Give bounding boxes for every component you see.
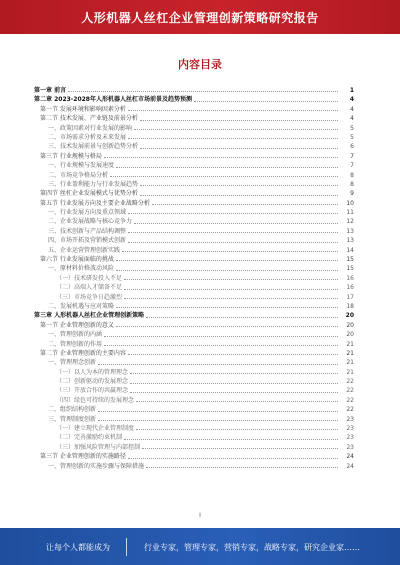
toc-leader-dots: [130, 392, 338, 393]
page-number: I: [199, 512, 201, 519]
toc-entry-label: 第一节 企业管理创新的意义: [40, 321, 114, 329]
toc-leader-dots: [124, 279, 338, 280]
toc-entry[interactable]: [34, 283, 354, 292]
toc-entry-label: 第四节 丝杠企业发展模式与优势分析: [40, 190, 138, 198]
toc-entry[interactable]: [34, 433, 354, 442]
toc-entry[interactable]: [34, 330, 354, 339]
toc-entry-label: 二、管理创新的作用: [48, 340, 103, 348]
toc-leader-dots: [136, 429, 338, 430]
toc-entry-label: 二、发展机遇与应对策略: [48, 302, 115, 310]
toc-entry-label: 二、市场竞争格局分析: [48, 171, 109, 179]
toc-leader-dots: [128, 232, 338, 233]
toc-entry[interactable]: [34, 349, 354, 358]
toc-entry[interactable]: [34, 114, 354, 123]
toc-entry-page: 13: [346, 237, 354, 245]
toc-leader-dots: [98, 411, 338, 412]
toc-leader-dots: [134, 223, 338, 224]
toc-leader-dots: [128, 354, 338, 355]
toc-entry-page: 20: [346, 321, 354, 329]
table-of-contents: [34, 86, 354, 516]
toc-leader-dots: [116, 260, 338, 261]
toc-entry[interactable]: [34, 452, 354, 461]
toc-entry-label: 第二章 2023-2028年人形机器人丝杠市场前景及趋势预测: [34, 96, 192, 104]
toc-entry-page: 20: [345, 312, 354, 320]
toc-leader-dots: [142, 448, 338, 449]
toc-leader-dots: [68, 91, 338, 92]
toc-entry[interactable]: [34, 95, 354, 104]
toc-leader-dots: [152, 204, 338, 205]
toc-entry[interactable]: [34, 302, 354, 311]
toc-leader-dots: [140, 195, 338, 196]
toc-entry-label: 一、行业发展方向及重点领域: [48, 209, 127, 217]
toc-entry[interactable]: [34, 340, 354, 349]
toc-entry[interactable]: [34, 217, 354, 226]
toc-entry-label: 五、企业运营管理创新实践: [48, 246, 121, 254]
toc-entry[interactable]: [34, 227, 354, 236]
toc-entry[interactable]: [34, 443, 354, 452]
toc-entry-label: 一、管理创新的内涵: [48, 331, 103, 339]
toc-entry[interactable]: [34, 255, 354, 264]
toc-entry-page: 8: [350, 180, 354, 188]
toc-entry-label: 三、技术创新与产品结构调整: [48, 227, 127, 235]
toc-leader-dots: [140, 148, 338, 149]
toc-entry-page: 15: [346, 256, 354, 264]
toc-leader-dots: [146, 317, 338, 318]
toc-leader-dots: [128, 213, 338, 214]
toc-entry[interactable]: [34, 133, 354, 142]
toc-entry-label: （三）加强风险管理与内部控制: [56, 443, 141, 451]
toc-entry-label: 二、市场需求分析及未来发展: [48, 133, 127, 141]
toc-entry[interactable]: [34, 171, 354, 180]
toc-entry-page: 17: [346, 293, 354, 301]
toc-entry-page: 7: [350, 162, 354, 170]
toc-entry-page: 14: [346, 246, 354, 254]
toc-leader-dots: [130, 373, 338, 374]
toc-entry-label: 第二节 技术发展、产业链及前景分析: [40, 115, 138, 123]
toc-entry-label: 三、管理制度创新: [48, 415, 97, 423]
toc-entry-label: 第六节 行业发展面临的挑战: [40, 256, 114, 264]
toc-leader-dots: [128, 458, 338, 459]
toc-entry-page: 23: [346, 425, 354, 433]
toc-entry-label: （一）以人为本的管理理念: [56, 368, 129, 376]
toc-entry[interactable]: [34, 189, 354, 198]
toc-entry[interactable]: [34, 124, 354, 133]
toc-entry-label: 一、政策因素对行业发展的影响: [48, 124, 133, 132]
toc-entry-label: （一）技术研发投入不足: [56, 274, 123, 282]
toc-entry-page: 18: [346, 302, 354, 310]
toc-leader-dots: [140, 185, 338, 186]
toc-leader-dots: [98, 420, 338, 421]
toc-entry-page: 23: [346, 443, 354, 451]
toc-leader-dots: [140, 120, 338, 121]
toc-leader-dots: [128, 242, 338, 243]
toc-leader-dots: [116, 326, 338, 327]
toc-entry-page: 22: [346, 406, 354, 414]
toc-entry[interactable]: [34, 208, 354, 217]
toc-entry-page: 8: [350, 171, 354, 179]
header-banner: [0, 0, 400, 34]
toc-entry-label: 三、技术发展前景与创新趋势分析: [48, 143, 139, 151]
toc-leader-dots: [130, 383, 338, 384]
toc-entry-label: 三、行业盈利能力与行业发展趋势: [48, 180, 139, 188]
toc-entry-label: 第五节 行业发展方向及主要企业战略分析: [40, 199, 150, 207]
toc-entry-page: 12: [346, 218, 354, 226]
toc-entry-page: 6: [350, 143, 354, 151]
toc-entry-page: 9: [350, 190, 354, 198]
toc-entry-page: 24: [346, 453, 354, 461]
toc-entry-page: 21: [346, 359, 354, 367]
toc-entry-page: 21: [346, 349, 354, 357]
toc-entry-label: （一）建立现代企业管理制度: [56, 425, 135, 433]
toc-entry[interactable]: [34, 264, 354, 273]
toc-leader-dots: [124, 298, 338, 299]
toc-entry-page: 10: [346, 199, 354, 207]
toc-title: 内容目录: [178, 58, 222, 71]
toc-entry-page: 11: [346, 209, 354, 217]
toc-entry[interactable]: [34, 321, 354, 330]
toc-entry-label: 四、市场开拓及营销模式创新: [48, 237, 127, 245]
toc-entry[interactable]: [34, 246, 354, 255]
toc-leader-dots: [122, 251, 338, 252]
toc-entry[interactable]: [34, 199, 354, 208]
toc-entry-page: 1: [349, 86, 354, 94]
toc-entry[interactable]: [34, 358, 354, 367]
toc-entry-label: （四）绿色可持续的发展理念: [56, 396, 135, 404]
toc-entry-label: （二）完善激励约束机制: [56, 434, 123, 442]
toc-leader-dots: [124, 439, 338, 440]
toc-entry-page: 22: [346, 378, 354, 386]
toc-entry-page: 23: [346, 434, 354, 442]
report-title: 人形机器人丝杠企业管理创新策略研究报告: [81, 10, 319, 25]
toc-entry-page: 20: [346, 331, 354, 339]
toc-leader-dots: [116, 167, 338, 168]
toc-entry-label: 二、企业发展战略与核心竞争力: [48, 218, 133, 226]
toc-entry[interactable]: [34, 274, 354, 283]
toc-leader-dots: [116, 270, 338, 271]
toc-entry[interactable]: [34, 368, 354, 377]
toc-leader-dots: [136, 401, 338, 402]
toc-entry-page: 4: [350, 105, 354, 113]
toc-entry-label: 一、原材料价格波动风险: [48, 265, 115, 273]
toc-entry-page: 5: [350, 124, 354, 132]
toc-entry[interactable]: [34, 424, 354, 433]
toc-leader-dots: [128, 138, 338, 139]
toc-entry[interactable]: [34, 387, 354, 396]
toc-entry[interactable]: [34, 161, 354, 170]
toc-entry-label: 一、行业规模与发展速度: [48, 162, 115, 170]
toc-entry-page: 5: [350, 133, 354, 141]
toc-entry-page: 4: [349, 96, 354, 104]
toc-entry-label: （二）创新驱动的发展理念: [56, 378, 129, 386]
toc-leader-dots: [194, 101, 338, 102]
toc-leader-dots: [110, 176, 338, 177]
toc-entry-label: 第三节 行业规模与格局: [40, 152, 102, 160]
toc-leader-dots: [128, 110, 338, 111]
toc-entry-page: 15: [346, 265, 354, 273]
toc-entry[interactable]: [34, 236, 354, 245]
footer-tagline: 行业专家，管理专家，营销专家，战略专家，研究企业家……: [144, 543, 360, 552]
toc-entry[interactable]: [34, 142, 354, 151]
toc-leader-dots: [104, 345, 338, 346]
toc-entry-label: 第三节 企业管理创新的实施路径: [40, 453, 126, 461]
toc-entry-page: 13: [346, 227, 354, 235]
toc-entry-label: 一、管理创新的实施步骤与保障措施: [48, 462, 145, 470]
toc-entry[interactable]: [34, 293, 354, 302]
toc-entry-page: 21: [346, 368, 354, 376]
toc-entry[interactable]: [34, 405, 354, 414]
toc-entry-label: 第一章 前言: [34, 86, 67, 94]
toc-entry-label: 第二节 企业管理创新的主要内容: [40, 349, 126, 357]
toc-entry-page: 16: [346, 274, 354, 282]
toc-leader-dots: [104, 336, 338, 337]
toc-entry-page: 22: [346, 396, 354, 404]
toc-entry-page: 4: [350, 115, 354, 123]
toc-leader-dots: [134, 129, 338, 130]
toc-entry-page: 24: [346, 462, 354, 470]
toc-leader-dots: [104, 157, 338, 158]
toc-entry-page: 22: [346, 387, 354, 395]
toc-entry[interactable]: [34, 462, 354, 471]
toc-entry-page: 7: [350, 152, 354, 160]
toc-entry[interactable]: [34, 311, 354, 320]
footer-slogan: 让每个人都能成为: [46, 543, 110, 552]
toc-leader-dots: [146, 467, 338, 468]
toc-entry-label: 二、组织结构创新: [48, 406, 97, 414]
toc-entry-label: （三）市场竞争日趋激烈: [56, 293, 123, 301]
footer-divider: [126, 538, 127, 556]
toc-entry-label: 第一节 发展环境和影响因素分析: [40, 105, 126, 113]
toc-entry-label: （二）高端人才储备不足: [56, 284, 123, 292]
toc-entry[interactable]: [34, 105, 354, 114]
toc-entry-page: 16: [346, 284, 354, 292]
toc-leader-dots: [124, 289, 338, 290]
toc-entry-label: 第三章 人形机器人丝杠企业管理创新策略: [34, 312, 145, 320]
toc-entry[interactable]: [34, 152, 354, 161]
footer-banner: [0, 528, 400, 565]
toc-entry[interactable]: [34, 377, 354, 386]
toc-entry[interactable]: [34, 180, 354, 189]
toc-leader-dots: [116, 307, 338, 308]
toc-entry[interactable]: [34, 86, 354, 95]
toc-entry-label: 一、管理理念创新: [48, 359, 97, 367]
toc-entry-page: 23: [346, 415, 354, 423]
toc-entry[interactable]: [34, 396, 354, 405]
toc-entry-label: （三）开放合作的共赢理念: [56, 387, 129, 395]
toc-entry[interactable]: [34, 415, 354, 424]
toc-leader-dots: [98, 364, 338, 365]
toc-entry-page: 21: [346, 340, 354, 348]
